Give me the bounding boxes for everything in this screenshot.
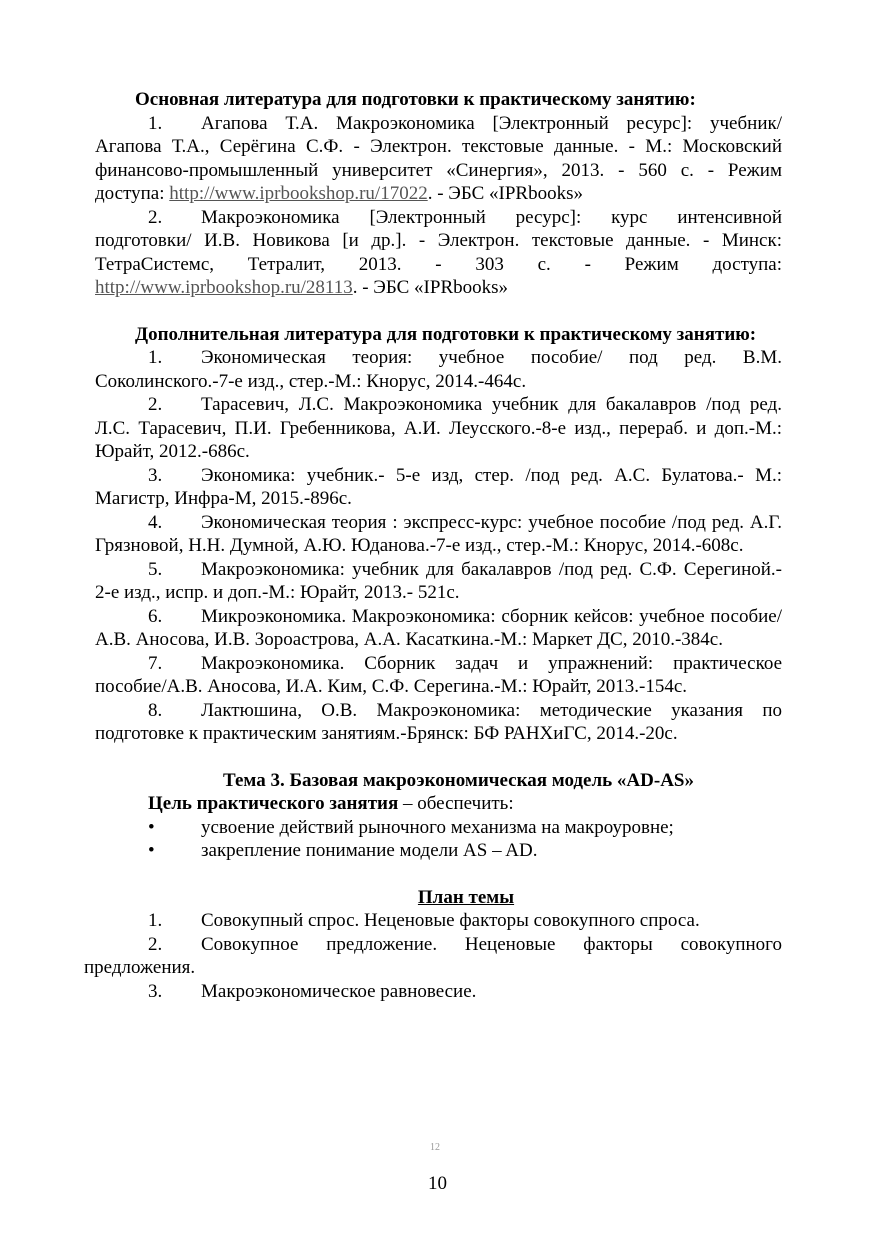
item-number: 1. (148, 112, 163, 134)
plan-item (95, 909, 782, 933)
item-text: Микроэкономика. Макроэкономика: сборник кейсов: учебное пособие/А.В. Аносова, И.В. Зороастрова, А.А. Касаткина.-М.: Маркет ДС, 2010.-384с. (95, 605, 782, 650)
page-content (84, 88, 782, 1003)
main-literature-item (95, 112, 782, 206)
extra-literature-item (95, 464, 782, 511)
plan-title: План темы (417, 886, 515, 908)
iprbookshop-link[interactable]: http://www.iprbookshop.ru/17022 (169, 183, 428, 204)
bullet-icon: • (148, 840, 155, 861)
goal-rest: – обеспечить: (398, 793, 514, 814)
practice-goal (95, 792, 782, 816)
item-text: Макроэкономическое равновесие. (201, 980, 477, 1002)
bullet-text: закрепление понимание модели AS – AD. (201, 840, 538, 861)
goal-label: Цель практического занятия (148, 793, 399, 814)
plan-item (95, 980, 782, 1004)
item-number: 2. (148, 933, 163, 955)
goal-bullet (95, 839, 782, 863)
item-number: 3. (148, 464, 163, 486)
item-number: 1. (148, 347, 163, 368)
item-number: 3. (148, 980, 163, 1002)
faded-page-mark: 12 (430, 1142, 440, 1153)
item-text: Совокупный спрос. Неценовые факторы совокупного спроса. (201, 910, 700, 931)
main-literature-heading: Основная литература для подготовки к практическому занятию: (135, 89, 696, 110)
item-text: Лактюшина, О.В. Макроэкономика: методические указания по подготовке к практическим занятиям.-Брянск: БФ РАНХиГС, 2014.-20с. (95, 699, 782, 744)
item-tail: . - ЭБС «IPRbooks» (352, 277, 509, 298)
iprbookshop-link[interactable]: http://www.iprbookshop.ru/28113 (95, 277, 353, 298)
topic-title: Тема 3. Базовая макроэкономическая модель «AD-AS» (223, 769, 694, 791)
item-tail: . - ЭБС «IPRbooks» (427, 183, 583, 204)
page-number: 10 (428, 1173, 447, 1194)
item-text: Макроэкономика. Сборник задач и упражнений: практическое пособие/А.В. Аносова, И.А. Ким, С.Ф. Серегина.-М.: Юрайт, 2013.-154с. (95, 652, 782, 697)
extra-literature-item (95, 699, 782, 746)
goal-bullet (95, 816, 782, 840)
extra-literature-item (95, 605, 782, 652)
item-text: Макроэкономика: учебник для бакалавров /под ред. С.Ф. Серегиной.- 2-е изд., испр. и доп.-М.: Юрайт, 2013.- 521с. (95, 558, 782, 603)
item-number: 7. (148, 652, 163, 674)
plan-item (84, 933, 782, 980)
item-text: Агапова Т.А. Макроэкономика [Электронный ресурс]: учебник/ Агапова Т.А., Серёгина С.Ф. - Электрон. текстовые данные. - М.: Московский финансово-промышленный университет «Синергия», 2013. - 560 с. - Режим доступа: (95, 112, 782, 204)
main-literature-item (95, 206, 782, 300)
extra-literature-item (95, 558, 782, 605)
item-text: Экономическая теория: учебное пособие/ под ред. В.М. Соколинского.-7-е изд., стер.-М.: Кнорус, 2014.-464с. (95, 347, 782, 392)
item-number: 2. (148, 206, 163, 228)
extra-literature-item (95, 346, 782, 393)
extra-literature-item (95, 393, 782, 464)
item-number: 2. (148, 394, 163, 415)
item-text: Тарасевич, Л.С. Макроэкономика учебник для бакалавров /под ред. Л.С. Тарасевич, П.И. Гребенникова, А.И. Леусского.-8-е изд., перераб. и доп.-М.: Юрайт, 2012.-686с. (95, 394, 782, 462)
item-text: Совокупное предложение. Неценовые факторы совокупного предложения. (84, 933, 782, 978)
extra-literature-item (95, 511, 782, 558)
bullet-text: усвоение действий рыночного механизма на макроуровне; (201, 816, 674, 838)
item-text: Макроэкономика [Электронный ресурс]: курс интенсивной подготовки/ И.В. Новикова [и др.]. - Электрон. текстовые данные. - Минск: ТетраСистемс, Тетралит, 2013. - 303 с. - Режим доступа: (95, 206, 782, 275)
extra-literature-item (95, 652, 782, 699)
item-number: 6. (148, 605, 163, 627)
item-number: 5. (148, 558, 163, 580)
item-number: 1. (148, 910, 163, 931)
bullet-icon: • (148, 816, 155, 838)
item-text: Экономическая теория : экспресс-курс: учебное пособие /под ред. А.Г. Грязновой, Н.Н. Думной, А.Ю. Юданова.-7-е изд., стер.-М.: Кнорус, 2014.-608с. (95, 511, 782, 556)
item-number: 4. (148, 511, 163, 533)
item-number: 8. (148, 699, 163, 721)
extra-literature-heading: Дополнительная литература для подготовки к практическому занятию: (135, 323, 757, 345)
item-text: Экономика: учебник.- 5-е изд, стер. /под ред. А.С. Булатова.- М.: Магистр, Инфра-М, 2015.-896с. (95, 464, 782, 509)
